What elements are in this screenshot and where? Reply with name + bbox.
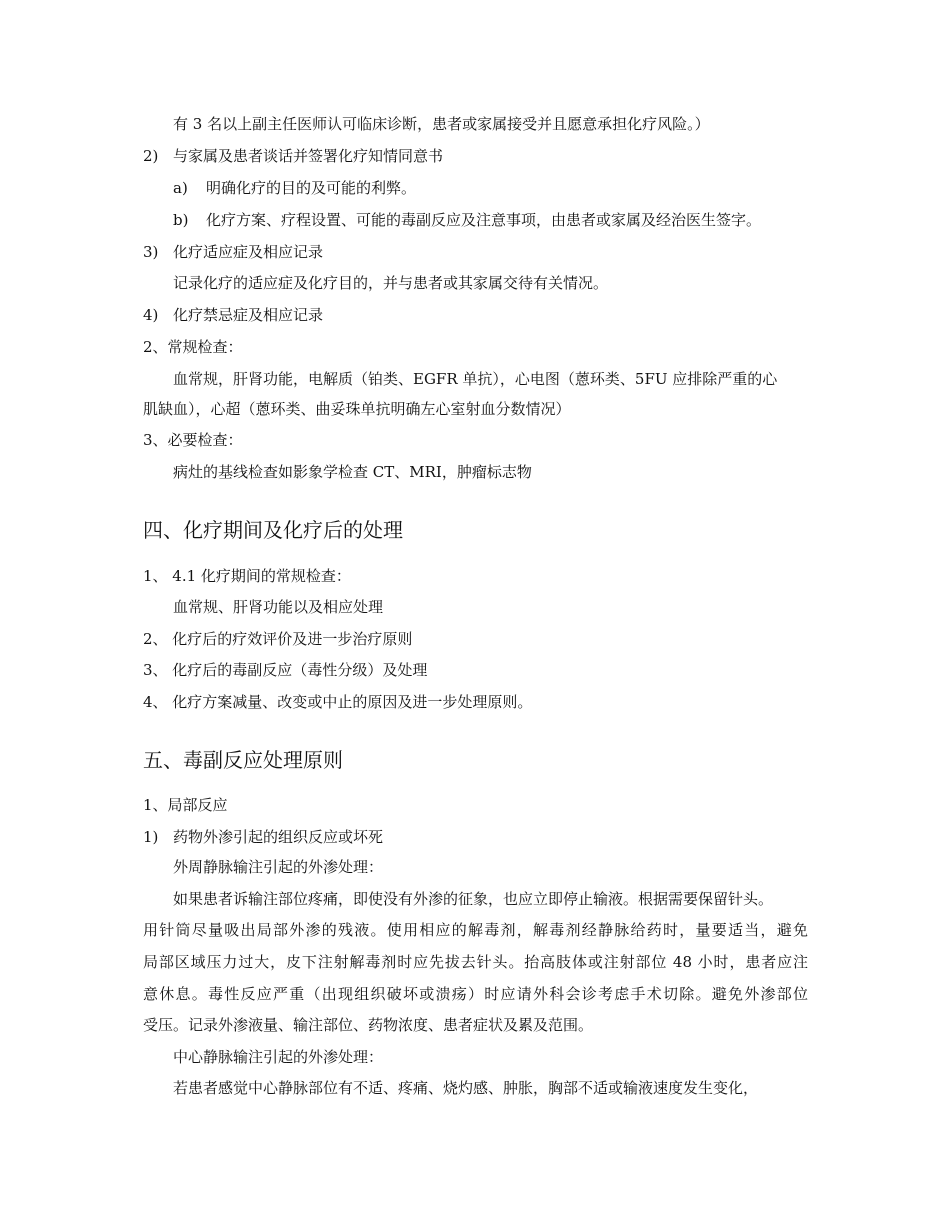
list-marker: a) — [173, 179, 188, 197]
text-line: 肌缺血），心超（蒽环类、曲妥珠单抗明确左心室射血分数情况） — [143, 400, 571, 418]
list-item-text: 化疗方案、疗程设置、可能的毒副反应及注意事项，由患者或家属及经治医生签字。 — [206, 211, 762, 229]
list-marker: 2) — [143, 147, 159, 165]
sub-heading: 中心静脉输注引起的外渗处理： — [173, 1048, 384, 1066]
section-label: 3、必要检查： — [143, 431, 243, 449]
list-item: 4、 化疗方案减量、改变或中止的原因及进一步处理原则。 — [143, 693, 533, 711]
list-marker: 3) — [143, 243, 159, 261]
text-line: 病灶的基线检查如影象学检查 CT、MRI，肿瘤标志物 — [173, 463, 532, 481]
text-line: 记录化疗的适应症及化疗目的，并与患者或其家属交待有关情况。 — [173, 274, 609, 292]
list-item: 1、 4.1 化疗期间的常规检查： — [143, 567, 351, 585]
text-line: 血常规、肝肾功能以及相应处理 — [173, 598, 384, 616]
section-heading: 五、毒副反应处理原则 — [143, 748, 343, 772]
list-item-text: 化疗适应症及相应记录 — [173, 243, 324, 261]
section-heading: 四、化疗期间及化疗后的处理 — [143, 518, 403, 542]
paragraph-line: 受压。记录外渗液量、输注部位、药物浓度、患者症状及累及范围。 — [143, 1016, 594, 1034]
list-marker: 1) — [143, 828, 159, 846]
list-item-text: 药物外渗引起的组织反应或坏死 — [173, 828, 384, 846]
list-item-text: 明确化疗的目的及可能的利弊。 — [206, 179, 417, 197]
list-marker: b) — [173, 211, 189, 229]
sub-heading: 外周静脉输注引起的外渗处理： — [173, 858, 384, 876]
paragraph-line: 局部区域压力过大，皮下注射解毒剂时应先拔去针头。抬高肢体或注射部位 48 小时，患者应注 — [143, 953, 808, 971]
list-item: 3、 化疗后的毒副反应（毒性分级）及处理 — [143, 661, 428, 679]
list-marker: 4) — [143, 306, 159, 324]
paragraph-line: 意休息。毒性反应严重（出现组织破坏或溃疡）时应请外科会诊考虑手术切除。避免外渗部位 — [143, 985, 808, 1003]
section-label: 2、常规检查： — [143, 338, 243, 356]
paragraph-line: 若患者感觉中心静脉部位有不适、疼痛、烧灼感、肿胀，胸部不适或输液速度发生变化， — [173, 1079, 759, 1097]
list-item: 2、 化疗后的疗效评价及进一步治疗原则 — [143, 630, 413, 648]
section-label: 1、局部反应 — [143, 796, 228, 814]
text-line: 血常规，肝肾功能，电解质（铂类、EGFR 单抗），心电图（蒽环类、5FU 应排除严重的心 — [173, 370, 778, 388]
text-line: 有 3 名以上副主任医师认可临床诊断，患者或家属接受并且愿意承担化疗风险。） — [173, 115, 710, 133]
list-item-text: 化疗禁忌症及相应记录 — [173, 306, 324, 324]
paragraph-line: 如果患者诉输注部位疼痛，即使没有外渗的征象，也应立即停止输液。根据需要保留针头。 — [173, 890, 774, 908]
list-item-text: 与家属及患者谈话并签署化疗知情同意书 — [173, 147, 444, 165]
paragraph-line: 用针筒尽量吸出局部外渗的残液。使用相应的解毒剂，解毒剂经静脉给药时，量要适当，避免 — [143, 921, 808, 939]
